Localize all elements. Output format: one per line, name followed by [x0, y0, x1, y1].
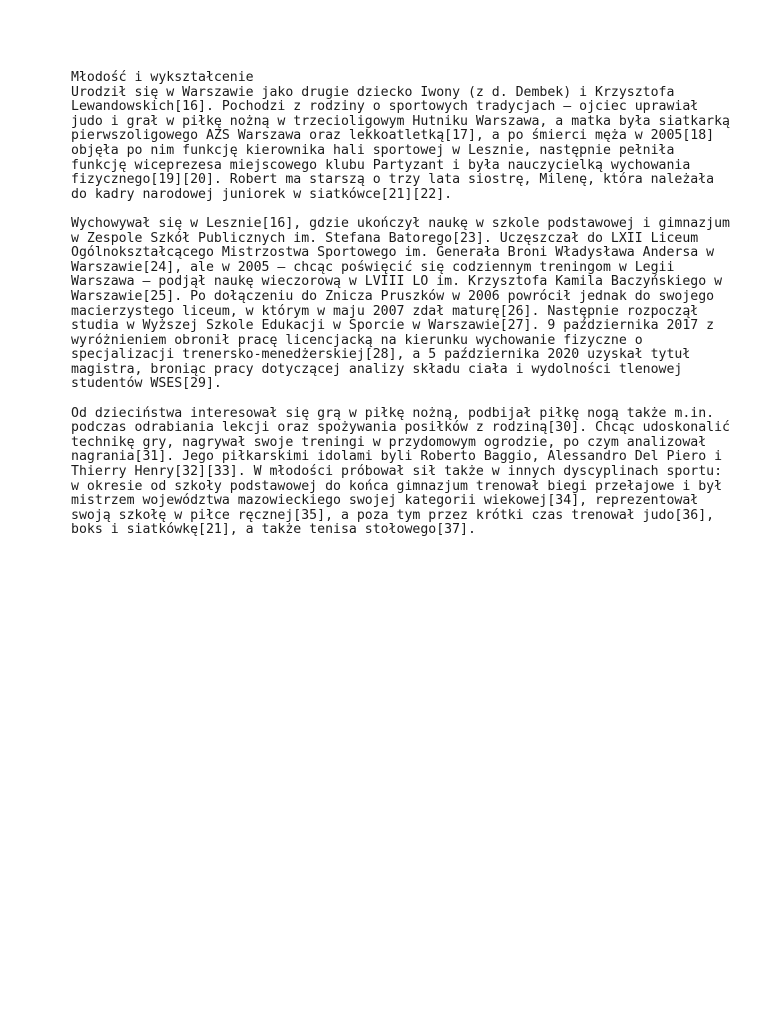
section-block [71, 70, 730, 202]
paragraph-line: wyróżnieniem obronił pracę licencjacką na kierunku wychowanie fizyczne o [71, 332, 643, 348]
paragraph-line: technikę gry, nagrywał swoje treningi w przydomowym ogrodzie, po czym analizował [71, 434, 707, 450]
paragraph-line: funkcję wiceprezesa miejscowego klubu Partyzant i była nauczycielką wychowania [71, 157, 691, 173]
document-page [71, 70, 730, 553]
paragraph-line: w Zespole Szkół Publicznych im. Stefana Batorego[23]. Uczęszczał do LXII Liceum [71, 230, 699, 246]
paragraph-line: swoją szkołę w piłce ręcznej[35], a poza tym przez krótki czas trenował judo[36], [71, 507, 715, 523]
paragraph-line: do kadry narodowej juniorek w siatkówce[21][22]. [71, 186, 453, 202]
paragraph [71, 405, 730, 538]
paragraph-line: macierzystego liceum, w którym w maju 2007 zdał maturę[26]. Następnie rozpoczął [71, 303, 699, 319]
paragraph-line: Ogólnokształcącego Mistrzostwa Sportowego im. Generała Broni Władysława Andersa w [71, 245, 715, 261]
paragraph-line: fizycznego[19][20]. Robert ma starszą o trzy lata siostrę, Milenę, która należała [71, 172, 715, 188]
paragraph-line: specjalizacji trenersko-menedżerskiej[28], a 5 października 2020 uzyskał tytuł [71, 347, 691, 363]
paragraph-line: mistrzem województwa mazowieckiego swojej kategorii wiekowej[34], reprezentował [71, 493, 699, 509]
paragraph-line: Thierry Henry[32][33]. W młodości próbował sił także w innych dyscyplinach sportu: [71, 464, 723, 480]
paragraph-line: Warszawie[25]. Po dołączeniu do Znicza Pruszków w 2006 powrócił jednak do swojego [71, 288, 715, 304]
paragraph-line: pierwszoligowego AZS Warszawa oraz lekkoatletką[17], a po śmierci męża w 2005[18] [71, 128, 715, 144]
paragraph-line: studia w Wyższej Szkole Edukacji w Sporcie w Warszawie[27]. 9 października 2017 z [71, 318, 715, 334]
paragraph-line: podczas odrabiania lekcji oraz spożywania posiłków z rodziną[30]. Chcąc udoskonalić [71, 420, 730, 436]
paragraph-line: Od dzieciństwa interesował się grą w piłkę nożną, podbijał piłkę nogą także m.in. [71, 405, 715, 421]
paragraph-line: Warszawa – podjął naukę wieczorową w LVIII LO im. Krzysztofa Kamila Baczyńskiego w [71, 274, 723, 290]
paragraph-line: Warszawie[24], ale w 2005 – chcąc poświęcić się codziennym treningom w Legii [71, 259, 675, 275]
paragraph-line: judo i grał w piłkę nożną w trzecioligowym Hutniku Warszawa, a matka była siatkarką [71, 113, 730, 129]
paragraph-line: objęła po nim funkcję kierownika hali sportowej w Lesznie, następnie pełniła [71, 142, 675, 158]
paragraph-line: w okresie od szkoły podstawowej do końca gimnazjum trenował biegi przełajowe i był [71, 478, 723, 494]
paragraph-line: nagrania[31]. Jego piłkarskimi idolami byli Roberto Baggio, Alessandro Del Piero i [71, 449, 723, 465]
paragraph-line: Lewandowskich[16]. Pochodzi z rodziny o sportowych tradycjach – ojciec uprawiał [71, 99, 699, 115]
paragraph-line: boks i siatkówkę[21], a także tenisa stołowego[37]. [71, 522, 476, 538]
paragraph-line: magistra, broniąc pracy dotyczącej analizy składu ciała i wydolności tlenowej [71, 361, 683, 377]
paragraph [71, 215, 730, 392]
paragraph-line: Urodził się w Warszawie jako drugie dziecko Iwony (z d. Dembek) i Krzysztofa [71, 84, 675, 100]
section-heading: Młodość i wykształcenie [71, 70, 254, 85]
paragraph-line: studentów WSES[29]. [71, 376, 222, 392]
paragraph-line: Wychowywał się w Lesznie[16], gdzie ukończył naukę w szkole podstawowej i gimnazjum [71, 215, 730, 231]
